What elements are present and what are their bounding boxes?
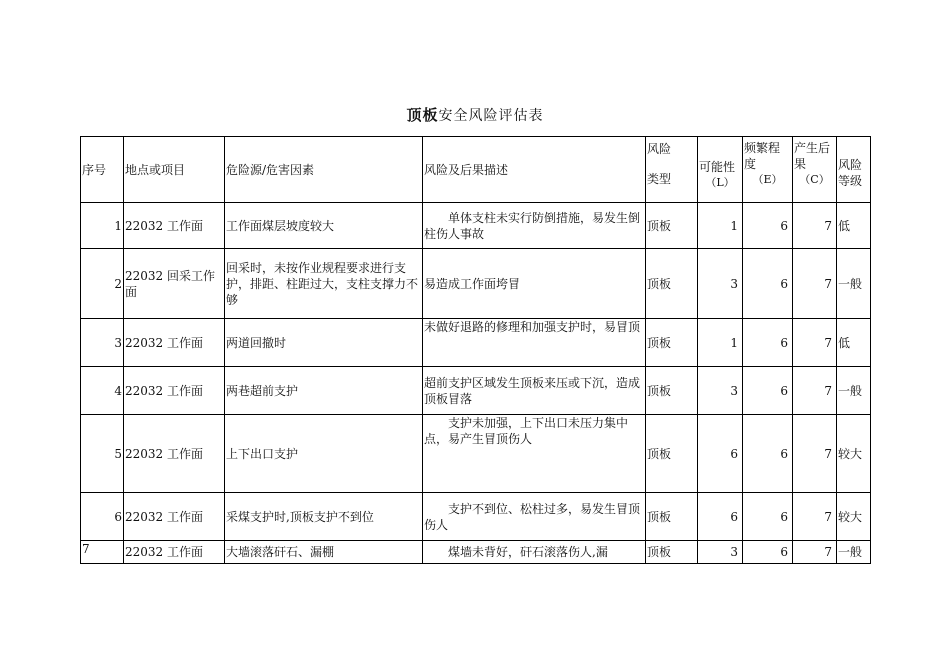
cell-e: 6 [743, 367, 793, 415]
cell-level: 一般 [837, 541, 871, 564]
table-row [81, 493, 871, 541]
header-level-line2: 等级 [838, 173, 863, 188]
header-l-line1: 可能性 [699, 159, 736, 174]
cell-c: 7 [793, 415, 837, 493]
cell-level: 低 [837, 203, 871, 249]
cell-no: 7 [81, 541, 124, 564]
table-row [81, 541, 871, 564]
cell-type: 顶板 [646, 203, 698, 249]
cell-hazard: 采煤支护时,顶板支护不到位 [225, 493, 423, 541]
cell-type: 顶板 [646, 493, 698, 541]
cell-description: 易造成工作面垮冒 [423, 249, 646, 319]
header-level [837, 137, 871, 203]
cell-type: 顶板 [646, 249, 698, 319]
cell-hazard: 上下出口支护 [225, 415, 423, 493]
cell-hazard: 工作面煤层坡度较大 [225, 203, 423, 249]
page-title [0, 104, 950, 125]
cell-description: 煤墙未背好，矸石滚落伤人,漏 [423, 541, 646, 564]
header-e-line1: 频繁程度 [744, 141, 781, 171]
cell-level: 低 [837, 319, 871, 367]
cell-l: 6 [698, 493, 743, 541]
cell-location: 22032 工作面 [124, 541, 225, 564]
cell-hazard: 两道回撤时 [225, 319, 423, 367]
table-row [81, 203, 871, 249]
cell-location: 22032 回采工作面 [124, 249, 225, 319]
cell-description: 超前支护区域发生顶板来压或下沉，造成顶板冒落 [423, 367, 646, 415]
cell-c: 7 [793, 319, 837, 367]
header-row [81, 137, 871, 203]
cell-description: 支护不到位、松柱过多，易发生冒顶伤人 [423, 493, 646, 541]
cell-type: 顶板 [646, 319, 698, 367]
cell-e: 6 [743, 415, 793, 493]
cell-e: 6 [743, 203, 793, 249]
header-frequency [743, 137, 793, 203]
cell-location: 22032 工作面 [124, 203, 225, 249]
cell-description: 单体支柱未实行防倒措施，易发生倒柱伤人事故 [423, 203, 646, 249]
header-type-line1: 风险 [647, 142, 672, 156]
header-no: 序号 [81, 137, 124, 203]
cell-location: 22032 工作面 [124, 367, 225, 415]
table-row [81, 415, 871, 493]
header-likelihood [698, 137, 743, 203]
header-type [646, 137, 698, 203]
header-e-line2: （E） [752, 173, 783, 186]
cell-no: 5 [81, 415, 124, 493]
cell-e: 6 [743, 541, 793, 564]
cell-location: 22032 工作面 [124, 415, 225, 493]
table-row [81, 319, 871, 367]
table-row [81, 367, 871, 415]
cell-hazard: 大墙滚落矸石、漏棚 [225, 541, 423, 564]
cell-description: 支护未加强，上下出口未压力集中点，易产生冒顶伤人 [423, 415, 646, 493]
cell-c: 7 [793, 249, 837, 319]
cell-l: 6 [698, 415, 743, 493]
cell-type: 顶板 [646, 415, 698, 493]
header-hazard: 危险源/危害因素 [225, 137, 423, 203]
cell-l: 1 [698, 203, 743, 249]
cell-c: 7 [793, 203, 837, 249]
cell-level: 一般 [837, 367, 871, 415]
cell-c: 7 [793, 367, 837, 415]
cell-e: 6 [743, 493, 793, 541]
title-rest: 安全风险评估表 [438, 108, 544, 124]
cell-hazard: 两巷超前支护 [225, 367, 423, 415]
cell-location: 22032 工作面 [124, 493, 225, 541]
cell-no: 4 [81, 367, 124, 415]
header-type-line2: 类型 [647, 172, 672, 186]
cell-type: 顶板 [646, 541, 698, 564]
table-row [81, 249, 871, 319]
cell-type: 顶板 [646, 367, 698, 415]
header-c-line1: 产生后果 [794, 141, 831, 171]
header-level-line1: 风险 [838, 157, 863, 172]
cell-c: 7 [793, 493, 837, 541]
cell-level: 较大 [837, 493, 871, 541]
cell-no: 6 [81, 493, 124, 541]
cell-e: 6 [743, 249, 793, 319]
cell-hazard: 回采时，未按作业规程要求进行支护，排距、柱距过大，支柱支撑力不够 [225, 249, 423, 319]
header-l-line2: （L） [705, 175, 735, 189]
header-description: 风险及后果描述 [423, 137, 646, 203]
risk-table [80, 136, 871, 564]
cell-level: 一般 [837, 249, 871, 319]
cell-c: 7 [793, 541, 837, 564]
cell-location: 22032 工作面 [124, 319, 225, 367]
cell-no: 2 [81, 249, 124, 319]
cell-l: 1 [698, 319, 743, 367]
cell-no: 3 [81, 319, 124, 367]
cell-no: 1 [81, 203, 124, 249]
cell-level: 较大 [837, 415, 871, 493]
header-location: 地点或项目 [124, 137, 225, 203]
header-c-line2: （C） [799, 173, 830, 186]
cell-e: 6 [743, 319, 793, 367]
cell-l: 3 [698, 541, 743, 564]
cell-l: 3 [698, 249, 743, 319]
cell-description: 未做好退路的修理和加强支护时，易冒顶 [423, 319, 646, 367]
title-bold: 顶板 [406, 106, 439, 124]
header-consequence [793, 137, 837, 203]
cell-l: 3 [698, 367, 743, 415]
